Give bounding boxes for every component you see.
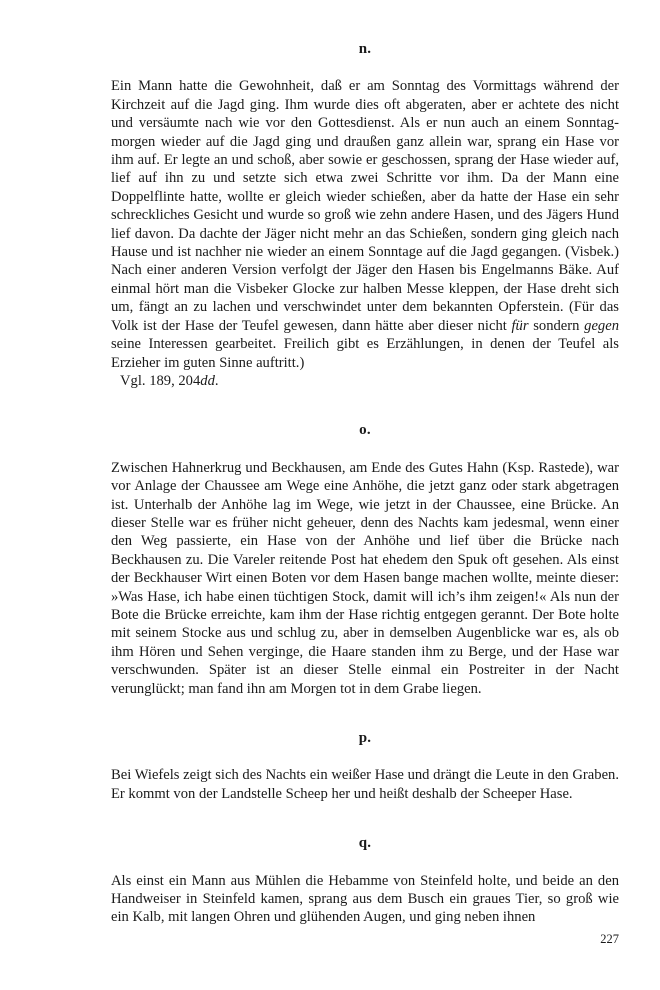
text-run: Zwischen Hahnerkrug und Beckhausen, am Ende des Gutes Hahn (Ksp. Rastede), war vor Anlage der Chaussee am Wege eine Anhöhe, die jetzt ganz oder stark abgetragen ist. Unterhalb der Anhöhe lag im Wege, wie jetzt in der Chaussee, eine Brücke. An dieser Stelle war es früher nicht geheuer, denn des Nachts kam jedesmal, wenn einer den Weg passierte, ein Hase von der Anhöhe und lief über die Brücke nach Beckhausen zu. Die Vareler reitende Post hat ehedem den Spuk oft gesehen. Als einst der Beckhauser Wirt einen Boten vor dem Hasen bange machen wollte, meinte dieser: »Was Hase, ich habe einen tüchtigen Stock, damit will ich’s ihm zeigen!« Als nun der Bote die Brücke erreichte, kam ihm der Hase richtig entgegen gerannt. Der Bote holte mit seinem Stocke aus und schlug zu, aber in demselben Augenblicke war es, als ob ihm Hören und Sehen verginge, die Haare standen ihm zu Berge, und der Hase war verschwunden. Später ist an dieser Stelle einmal ein Postreiter in der Nacht verunglückt; man fand ihn am Morgen tot in dem Grabe liegen. [111,459,619,697]
story-section-n [111,40,619,390]
section-heading: n. [358,41,372,57]
italic-word: dd [200,372,215,389]
page-number: 227 [600,932,619,946]
italic-word: für [511,317,529,334]
story-paragraph [111,766,619,803]
story-paragraph [111,459,619,698]
page-body [111,40,619,927]
story-section-o [111,421,619,698]
section-heading: o. [359,422,371,439]
text-run: Ein Mann hatte die Gewohnheit, daß er am Sonntag des Vormittags während der Kirchzeit auf die Jagd ging. Ihm wurde dies oft abgeraten, aber er achtete des nicht und versäumte nach wie vor den Gottesdienst. Als er nun auch an einem Sonntagmorgen wieder auf die Jagd ging und draußen ganz allein war, sprang ein Hase vor ihm auf. Er legte an und schoß, aber sowie er geschossen, sprang der Hase wieder auf, lief auf ihn zu und setzte sich etwa zwei Schritte vor ihm. Da der Mann eine Doppelflinte hatte, wollte er gleich wieder schießen, aber da hatte der Hase ein sehr schreckliches Gesicht und wurde so groß wie zehn andere Hasen, und des Jägers Hund lief davon. Da dachte der Jäger nicht mehr an das Schießen, sondern ging gleich nach Hause und ist nachher nie wieder an einem Sonntage auf die Jagd gegangen. (Visbek.) Nach einer anderen Version verfolgt der Jäger den Hasen bis Engelmanns Bäke. Auf einmal hört man die Visbeker Glocke zur halben Messe kleppen, der Hase dreht sich um, fängt an zu lachen und verschwindet unter dem bekannten Opferstein. (Für das Volk ist der Hase der Teufel gewesen, dann hätte aber dieser nicht [111,78,619,334]
cross-reference [111,372,619,390]
section-heading: q. [358,835,372,852]
story-section-q [111,834,619,927]
story-paragraph [111,872,619,927]
text-run: sondern [528,317,585,334]
story-paragraph [111,77,619,372]
text-run: Vgl. 189, 204 [120,372,201,389]
italic-word: gegen [584,317,619,334]
section-heading: p. [358,730,372,746]
text-run: seine Interessen gearbeitet. Freilich gibt es Erzählungen, in denen der Teufel als Erzieher im guten Sinne auftritt.) [111,336,619,371]
story-section-p [111,729,619,803]
text-run: Als einst ein Mann aus Mühlen die Hebamme von Steinfeld holte, und beide an den Handweiser in Steinfeld kamen, sprang aus dem Busch ein graues Tier, so groß wie ein Kalb, mit langen Ohren und glühenden Augen, und ging neben ihnen [111,872,619,926]
text-run: . [214,372,219,389]
text-run: Bei Wiefels zeigt sich des Nachts ein weißer Hase und drängt die Leute in den Graben. Er kommt von der Landstelle Scheep her und heißt deshalb der Scheeper Hase. [111,767,619,802]
